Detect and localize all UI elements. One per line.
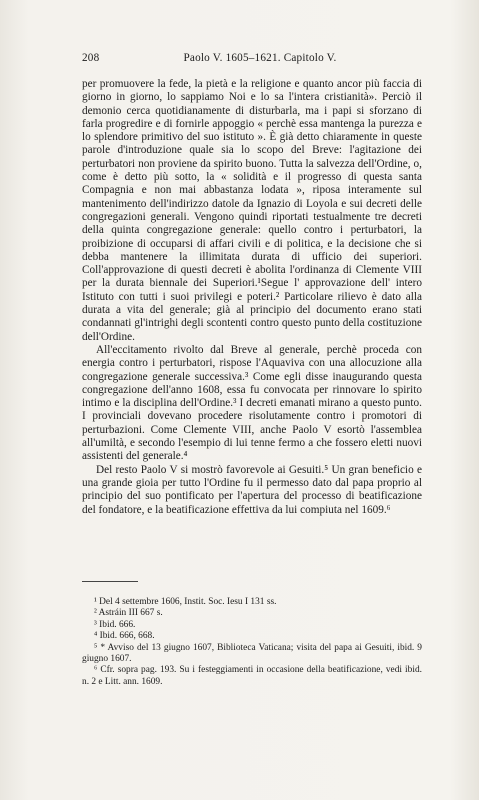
main-text [82,78,422,517]
footnotes [82,597,422,688]
paragraph-3: Del resto Paolo V si mostrò favorevole ai Gesuiti.⁵ Un gran beneficio e una grande gioia per tutto l'Ordine fu il permesso dato dal papa proprio al principio del suo pontificato per l'apertura del processo di beatificazione del fondatore, e la beatificazione effettiva da lui compiuta nel 1609.⁶ [82,463,422,516]
footnote-6: ⁶ Cfr. sopra pag. 193. Su i festeggiamenti in occasione della beatificazione, vedi ibid. n. 2 e Litt. ann. 1609. [82,665,422,687]
footnote-1: ¹ Del 4 settembre 1606, Instit. Soc. Iesu I 131 ss. [94,597,277,607]
footnote-3: ³ Ibid. 666. [94,619,136,630]
footnote-2: ² Astráin III 667 s. [94,608,163,619]
running-title: Paolo V. 1605–1621. Capitolo V. [183,52,337,64]
paragraph-1: per promuovere la fede, la pietà e la religione e quanto ancor più faccia di giorno in giorno, lo sappiamo Noi e lo sa l'intera cristianità». Perciò il demonio cerca quotidianamente di disturbarla, ma i papi si sforzano di farla progredire e di fornirle appoggio « perchè essa mantenga la purezza e lo splendore primitivo del suo istituto ». È già detto chiaramente in queste parole d'introduzione quale sia lo scopo del Breve: l'agitazione dei perturbatori non proviene da spirito buono. Tutta la salvezza dell'Ordine, o, come è detto più sotto, la « solidità e il progresso di questa santa Compagnia e non mai abbastanza lodata », riposa interamente sul mantenimento dell'indirizzo datole da Ignazio di Loyola e sui decreti delle congregazioni generali. Vengono quindi riportati testualmente tre decreti della quinta congregazione generale: quello contro i perturbatori, la proibizione di occuparsi di affari civili e di politica, e la decisione che si debba mantenere la illimitata durata di ufficio dei superiori. Coll'approvazione di questi decreti è abolita l'ordinanza di Clemente VIII per la durata biennale dei Superiori.¹Segue l' approvazione dell' intero Istituto con tutti i suoi privilegi e poteri.² Particolare rilievo è dato alla durata a vita del generale; già al principio del documento erano stati condannati gl'intrighi degli scontenti contro questo punto della costituzione dell'Ordine. [82,78,422,343]
footnote-separator [82,581,138,582]
running-header [82,52,422,68]
page-number: 208 [82,52,100,64]
footnote-5: ⁵ * Avviso del 13 giugno 1607, Biblioteca Vaticana; visita del papa ai Gesuiti, ibid. 9 giugno 1607. [82,642,422,665]
paragraph-2: All'eccitamento rivolto dal Breve al generale, perchè proceda con energia contro i perturbatori, rispose l'Aquaviva con una allocuzione alla congregazione generale successiva.³ Come egli disse inaugurando questa congregazione dell'anno 1608, essa fu convocata per rinnovare lo spirito intimo e la disciplina dell'Ordine.³ I decreti emanati mirano a questo punto. I provinciali dovevano procedere risolutamente contro i promotori di perturbazioni. Come Clemente VIII, anche Paolo V esortò l'assemblea all'umiltà, e secondo l'esempio di lui tenne fermo a che fossero eletti nuovi assistenti del generale.⁴ [82,343,422,463]
footnote-4: ⁴ Ibid. 666, 668. [94,631,155,642]
